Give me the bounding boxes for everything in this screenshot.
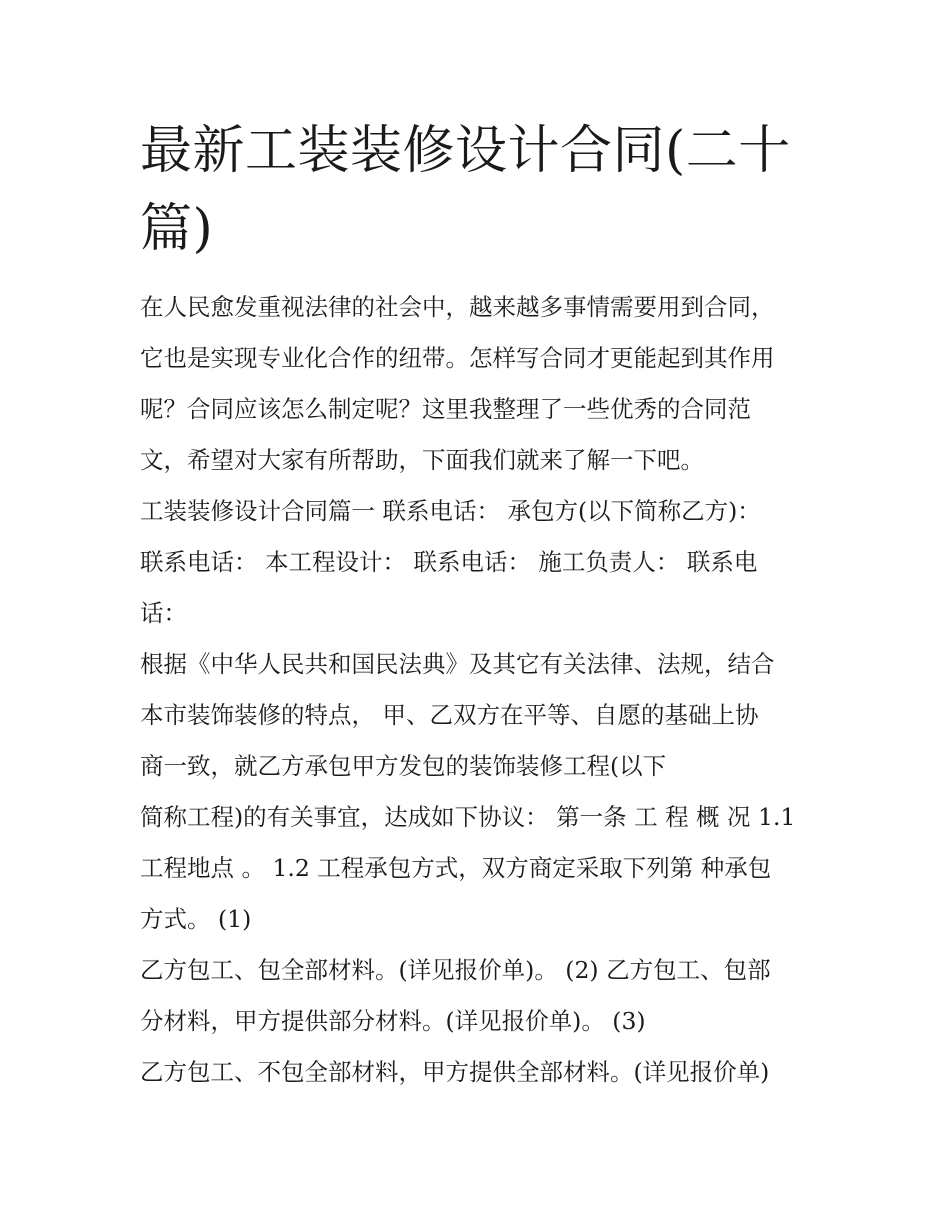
text-line: 乙方包工、不包全部材料，甲方提供全部材料。(详见报价单) xyxy=(140,1058,770,1086)
text-line: 它也是实现专业化合作的纽带。怎样写合同才更能起到其作用 xyxy=(140,344,775,372)
text-line: 话： xyxy=(140,599,187,627)
text-line: 简称工程)的有关事宜，达成如下协议： 第一条 工 程 概 况 1.1 xyxy=(140,803,796,831)
text-line: 呢？合同应该怎么制定呢？这里我整理了一些优秀的合同范 xyxy=(140,395,751,423)
text-line: 在人民愈发重视法律的社会中，越来越多事情需要用到合同， xyxy=(140,293,775,321)
contract-option-paragraph xyxy=(140,1047,830,1098)
contract-option-paragraph xyxy=(140,945,830,1047)
text-line: 商一致，就乙方承包甲方发包的装饰装修工程(以下 xyxy=(140,752,667,780)
document-body xyxy=(140,282,830,1098)
text-line: 联系电话： 本工程设计： 联系电话： 施工负责人： 联系电 xyxy=(140,548,758,576)
text-line: 工程地点 。 1.2 工程承包方式，双方商定采取下列第 种承包 xyxy=(140,854,772,882)
contract-parties-paragraph xyxy=(140,486,830,639)
text-line: 根据《中华人民共和国民法典》及其它有关法律、法规，结合 xyxy=(140,650,775,678)
title-line: 篇) xyxy=(140,199,214,259)
text-line: 分材料，甲方提供部分材料。(详见报价单)。 (3) xyxy=(140,1007,646,1035)
text-line: 本市装饰装修的特点， 甲、乙双方在平等、自愿的基础上协 xyxy=(140,701,759,729)
document-title xyxy=(140,112,820,268)
text-line: 工装装修设计合同篇一 联系电话： 承包方(以下简称乙方)： xyxy=(140,497,761,525)
contract-basis-paragraph xyxy=(140,639,830,945)
text-line: 乙方包工、包全部材料。(详见报价单)。 (2) 乙方包工、包部 xyxy=(140,956,771,984)
text-line: 方式。 (1) xyxy=(140,905,252,933)
intro-paragraph xyxy=(140,282,830,486)
text-line: 文，希望对大家有所帮助，下面我们就来了解一下吧。 xyxy=(140,446,704,474)
title-line: 最新工装装修设计合同(二十 xyxy=(140,121,791,181)
